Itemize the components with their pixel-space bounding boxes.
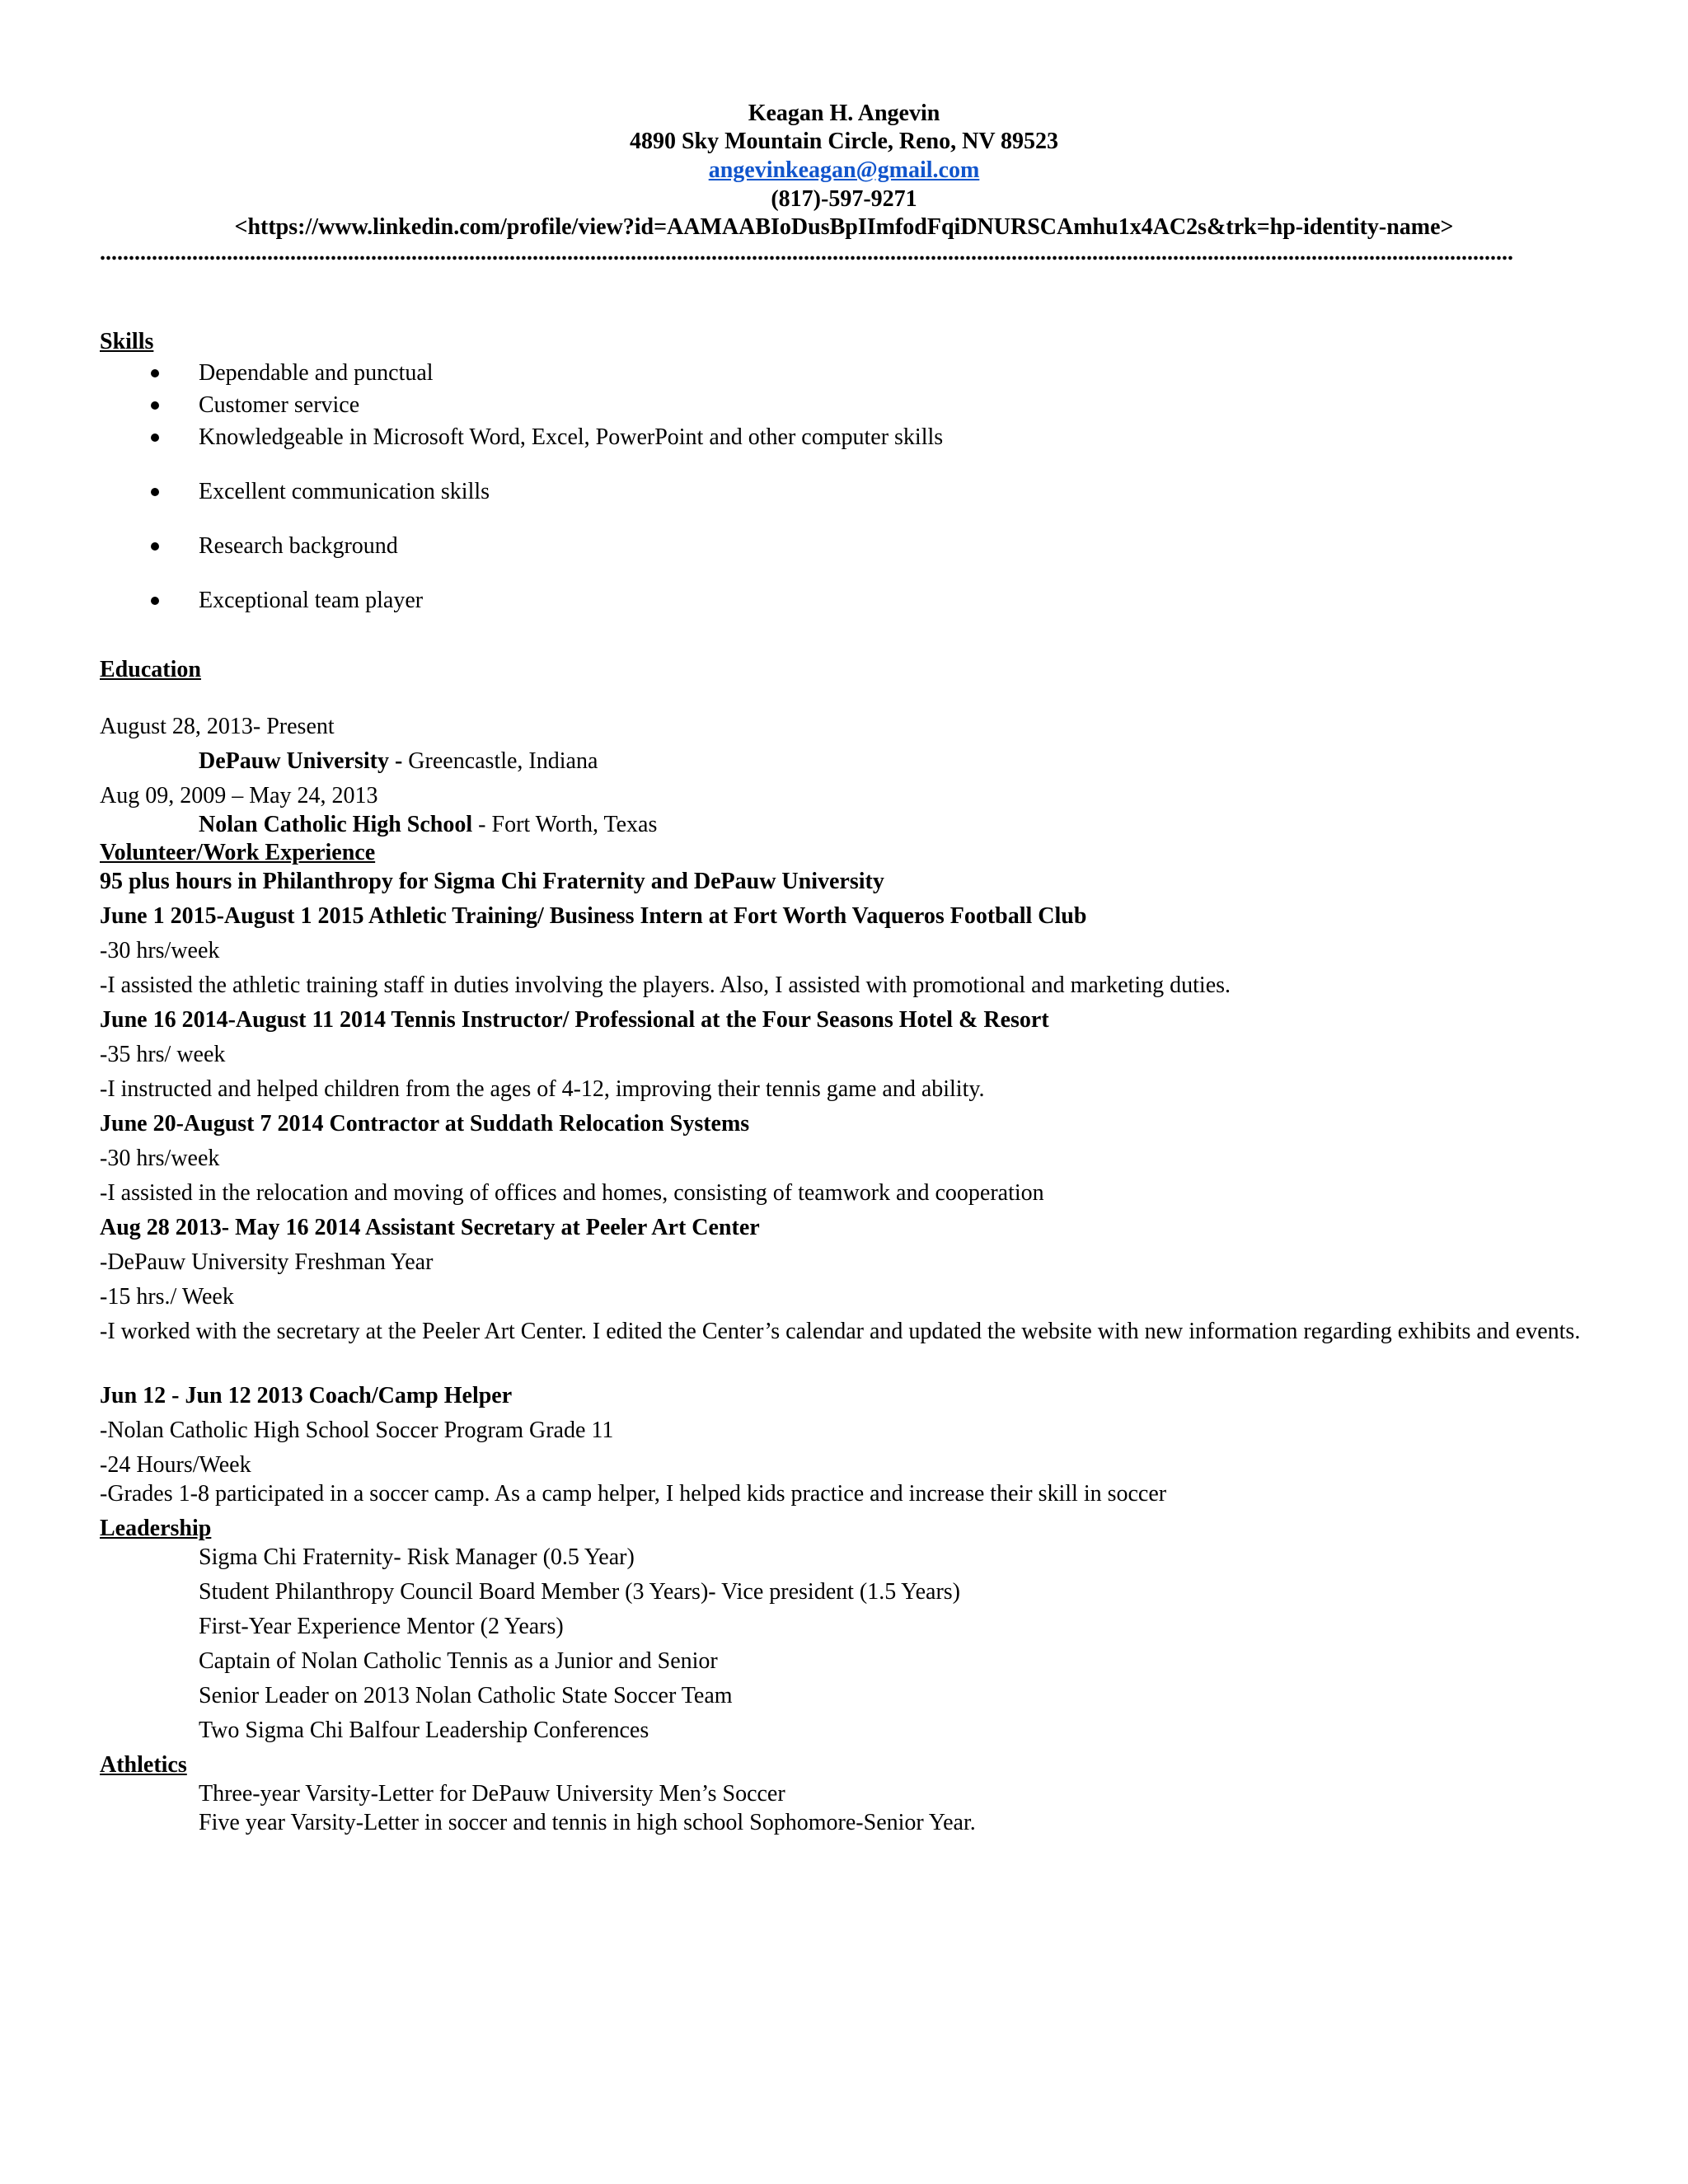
leadership-heading: Leadership	[100, 1516, 212, 1541]
experience-line: -24 Hours/Week	[100, 1452, 251, 1478]
experience-line: June 16 2014-August 11 2014 Tennis Instructor/ Professional at the Four Seasons Hotel & Resort	[100, 1007, 1049, 1033]
experience-line: -15 hrs./ Week	[100, 1284, 234, 1310]
bullet-icon	[151, 369, 159, 377]
skill-item: Excellent communication skills	[199, 479, 490, 504]
leadership-item: Student Philanthropy Council Board Member (3 Years)- Vice president (1.5 Years)	[199, 1579, 960, 1605]
school-name: Nolan Catholic High School	[199, 812, 473, 837]
experience-line: -30 hrs/week	[100, 1146, 220, 1171]
email-line	[0, 157, 1688, 185]
experience-line: June 1 2015-August 1 2015 Athletic Training/ Business Intern at Fort Worth Vaqueros Football Club	[100, 903, 1087, 929]
bullet-icon	[151, 401, 159, 410]
school-location: Greencastle, Indiana	[402, 748, 598, 774]
experience-heading: Volunteer/Work Experience	[100, 840, 376, 865]
experience-line: -Nolan Catholic High School Soccer Program Grade 11	[100, 1418, 614, 1443]
bullet-icon	[151, 488, 159, 496]
experience-line: -35 hrs/ week	[100, 1042, 226, 1067]
athletics-item: Three-year Varsity-Letter for DePauw University Men’s Soccer	[199, 1781, 785, 1807]
skill-item: Exceptional team player	[199, 588, 424, 613]
athletics-item: Five year Varsity-Letter in soccer and tennis in high school Sophomore-Senior Year.	[199, 1810, 976, 1835]
bullet-icon	[151, 597, 159, 605]
experience-line: -I assisted in the relocation and moving of offices and homes, consisting of teamwork and cooperation	[100, 1180, 1044, 1206]
education-dates: August 28, 2013- Present	[100, 714, 335, 739]
leadership-item: Two Sigma Chi Balfour Leadership Conferences	[199, 1718, 649, 1743]
school-location: - Fort Worth, Texas	[472, 812, 658, 837]
linkedin-url: <https://www.linkedin.com/profile/view?id=AAMAABIoDusBpIImfodFqiDNURSCAmhu1x4AC2s&trk=hp-identity-name>	[234, 214, 1454, 240]
experience-line: -DePauw University Freshman Year	[100, 1249, 434, 1275]
bullet-icon	[151, 434, 159, 442]
experience-line: June 20-August 7 2014 Contractor at Suddath Relocation Systems	[100, 1111, 750, 1137]
experience-line: -I instructed and helped children from the ages of 4-12, improving their tennis game and ability.	[100, 1076, 985, 1102]
skill-item: Customer service	[199, 392, 360, 418]
address: 4890 Sky Mountain Circle, Reno, NV 89523	[629, 129, 1059, 154]
candidate-name: Keagan H. Angevin	[748, 101, 940, 126]
experience-line: -I worked with the secretary at the Peeler Art Center. I edited the Center’s calendar and updated the website with new information regarding exhibits and events.	[100, 1319, 1581, 1344]
education-entry	[199, 748, 598, 776]
bullet-icon	[151, 542, 159, 551]
leadership-item: Senior Leader on 2013 Nolan Catholic State Soccer Team	[199, 1683, 733, 1708]
skill-item: Dependable and punctual	[199, 360, 434, 386]
athletics-heading: Athletics	[100, 1752, 187, 1778]
leadership-item: First-Year Experience Mentor (2 Years)	[199, 1614, 564, 1639]
skills-heading: Skills	[100, 329, 154, 354]
education-heading: Education	[100, 657, 201, 682]
experience-line: -I assisted the athletic training staff in duties involving the players. Also, I assisted with promotional and marketing duties.	[100, 972, 1231, 998]
leadership-item: Sigma Chi Fraternity- Risk Manager (0.5 Year)	[199, 1544, 635, 1570]
divider-dots: .....................................................................................................................................................................................................................................................	[100, 240, 1513, 265]
experience-line: -Grades 1-8 participated in a soccer camp. As a camp helper, I helped kids practice and increase their skill in soccer	[100, 1481, 1167, 1507]
experience-line: -30 hrs/week	[100, 938, 220, 963]
education-dates: Aug 09, 2009 – May 24, 2013	[100, 783, 378, 808]
experience-line: Jun 12 - Jun 12 2013 Coach/Camp Helper	[100, 1383, 513, 1408]
leadership-item: Captain of Nolan Catholic Tennis as a Junior and Senior	[199, 1648, 718, 1674]
education-entry	[199, 811, 657, 839]
email-link[interactable]: angevinkeagan@gmail.com	[708, 157, 980, 183]
phone: (817)-597-9271	[771, 186, 917, 212]
school-name: DePauw University -	[199, 748, 403, 774]
skill-item: Knowledgeable in Microsoft Word, Excel, PowerPoint and other computer skills	[199, 424, 944, 450]
skill-item: Research background	[199, 533, 398, 559]
experience-line: Aug 28 2013- May 16 2014 Assistant Secretary at Peeler Art Center	[100, 1215, 760, 1240]
experience-line: 95 plus hours in Philanthropy for Sigma Chi Fraternity and DePauw University	[100, 869, 884, 894]
